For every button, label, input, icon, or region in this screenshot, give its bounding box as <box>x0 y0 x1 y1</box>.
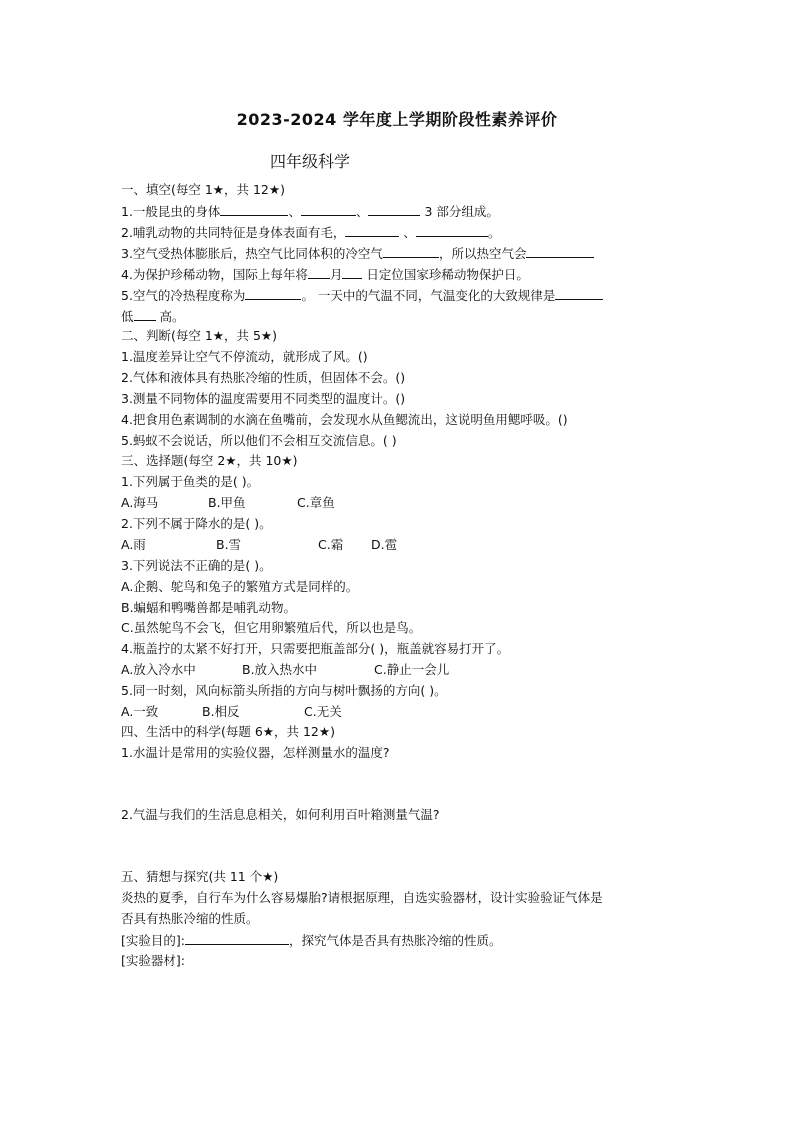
s3-question-3-option-c: C.虽然鸵鸟不会飞，但它用卵繁殖后代，所以也是鸟。 <box>121 620 422 635</box>
s5-paragraph-line-2: 否具有热胀冷缩的性质。 <box>121 911 259 926</box>
s1-question-3 <box>121 245 594 262</box>
s1-q5-text-a: 5.空气的冷热程度称为 <box>121 288 246 303</box>
answer-blank <box>134 308 156 321</box>
option-d: D.雹 <box>371 537 398 552</box>
s1-q1-text-a: 1.一般昆虫的身体 <box>121 204 221 219</box>
option-c: C.静止一会儿 <box>374 662 450 677</box>
s3-question-4-stem: 4.瓶盖拧的太紧不好打开，只需要把瓶盖部分( )，瓶盖就容易打开了。 <box>121 641 510 656</box>
answer-blank <box>383 245 439 258</box>
option-c: C.霜 <box>318 537 344 552</box>
s3-question-3-stem: 3.下列说法不正确的是( )。 <box>121 558 272 573</box>
answer-blank <box>308 266 330 279</box>
s5-paragraph-line-1: 炎热的夏季，自行车为什么容易爆胎?请根据原理，自选实验器材，设计实验验证气体是 <box>121 890 603 905</box>
s1-question-1 <box>121 203 499 220</box>
s5-experiment-materials: [实验器材]: <box>121 953 185 968</box>
purpose-label: [实验目的]: <box>121 933 185 948</box>
option-c: C.无关 <box>304 704 342 719</box>
option-a: A.雨 <box>121 537 146 552</box>
answer-blank <box>220 203 288 216</box>
purpose-text: ，探究气体是否具有热胀冷缩的性质。 <box>288 933 502 948</box>
s1-question-2 <box>121 224 500 241</box>
s2-question-2: 2.气体和液体具有热胀冷缩的性质，但固体不会。() <box>121 370 406 385</box>
s1-q5-text-b: 。 一天中的气温不同，气温变化的大致规律是 <box>301 288 556 303</box>
s1-q3-text-a: 3.空气受热体膨胀后，热空气比同体积的冷空气 <box>121 246 383 261</box>
s4-question-1: 1.水温计是常用的实验仪器，怎样测量水的温度? <box>121 745 390 760</box>
s2-question-1: 1.温度差异让空气不停流动，就形成了风。() <box>121 349 368 364</box>
answer-blank <box>185 932 289 945</box>
answer-blank <box>368 203 420 216</box>
option-b: B.甲鱼 <box>208 495 246 510</box>
s1-question-5-cont <box>121 308 185 325</box>
section-2-heading: 二、判断(每空 1★，共 5★) <box>121 328 278 343</box>
option-a: A.放入冷水中 <box>121 662 196 677</box>
s2-question-5: 5.蚂蚁不会说话，所以他们不会相互交流信息。( ) <box>121 433 397 448</box>
option-a: A.海马 <box>121 495 159 510</box>
s1-q5-text-d: 高。 <box>155 309 185 324</box>
s4-question-2: 2.气温与我们的生活息息相关，如何利用百叶箱测量气温? <box>121 807 440 822</box>
s3-question-3-option-b: B.蝙蝠和鸭嘴兽都是哺乳动物。 <box>121 600 297 615</box>
section-3-heading: 三、选择题(每空 2★，共 10★) <box>121 453 298 468</box>
s1-q1-text-c: 、 <box>355 204 369 219</box>
s5-experiment-purpose <box>121 932 501 949</box>
answer-blank <box>526 245 594 258</box>
s2-question-4: 4.把食用色素调制的水滴在鱼嘴前，会发现水从鱼鳃流出，这说明鱼用鳃呼吸。() <box>121 412 568 427</box>
s1-q4-text-a: 4.为保护珍稀动物，国际上每年将 <box>121 267 308 282</box>
s3-question-1-stem: 1.下列属于鱼类的是( )。 <box>121 474 260 489</box>
option-c: C.章鱼 <box>297 495 335 510</box>
option-b: B.雪 <box>216 537 242 552</box>
option-a: A.一致 <box>121 704 159 719</box>
s1-q2-text-a: 2.哺乳动物的共同特征是身体表面有毛， <box>121 225 346 240</box>
answer-blank <box>416 224 488 237</box>
option-b: B.放入热水中 <box>242 662 318 677</box>
s1-q2-text-c: 。 <box>487 225 501 240</box>
answer-blank <box>555 287 603 300</box>
s1-q4-text-c: 日定位国家珍稀动物保护日。 <box>362 267 529 282</box>
s1-q2-text-b: 、 <box>399 225 416 240</box>
document-title: 2023-2024 学年度上学期阶段性素养评价 <box>236 110 558 129</box>
s2-question-3: 3.测量不同物体的温度需要用不同类型的温度计。() <box>121 391 406 406</box>
s3-question-2-stem: 2.下列不属于降水的是( )。 <box>121 516 272 531</box>
s3-question-5-stem: 5.同一时刻，风向标箭头所指的方向与树叶飘扬的方向( )。 <box>121 683 447 698</box>
s1-question-5 <box>121 287 603 304</box>
answer-blank <box>342 266 362 279</box>
document-subtitle: 四年级科学 <box>270 152 351 171</box>
s1-q5-text-c: 低 <box>121 309 134 324</box>
s3-question-3-option-a: A.企鹅、鸵鸟和兔子的繁殖方式是同样的。 <box>121 579 359 594</box>
option-b: B.相反 <box>202 704 240 719</box>
section-4-heading: 四、生活中的科学(每题 6★，共 12★) <box>121 724 335 739</box>
answer-blank <box>301 203 356 216</box>
section-5-heading: 五、猜想与探究(共 11 个★) <box>121 869 279 884</box>
s1-q1-text-b: 、 <box>288 204 301 219</box>
s1-q4-text-b: 月 <box>329 267 343 282</box>
section-1-heading: 一、填空(每空 1★，共 12★) <box>121 182 285 197</box>
answer-blank <box>345 224 399 237</box>
s1-question-4 <box>121 266 529 283</box>
s1-q3-text-b: ，所以热空气会 <box>438 246 527 261</box>
answer-blank <box>245 287 301 300</box>
s1-q1-text-d: 3 部分组成。 <box>420 204 499 219</box>
